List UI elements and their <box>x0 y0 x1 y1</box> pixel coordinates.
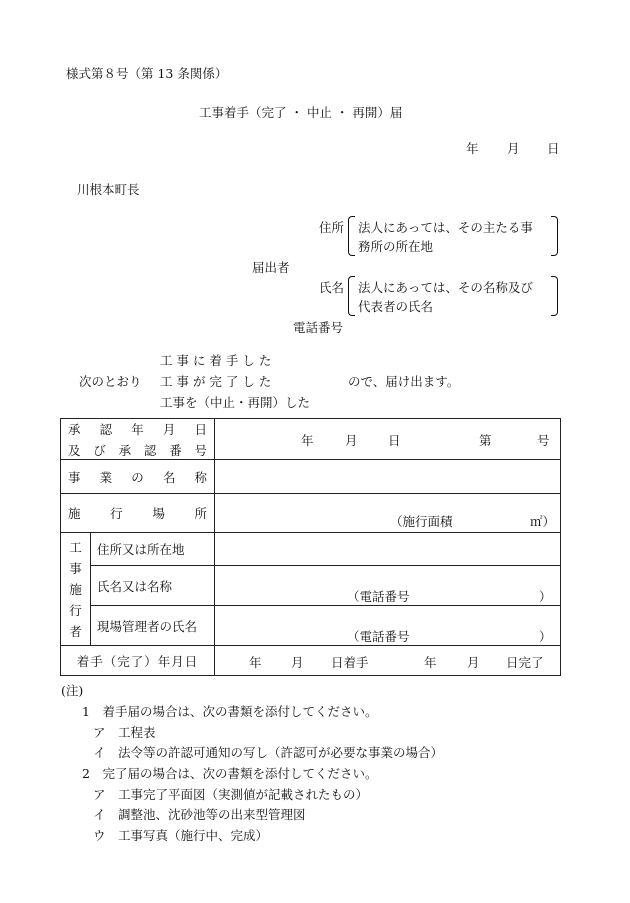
row-contractor-name <box>61 566 561 606</box>
note-item-2c: ウ 工事写真（施行中、完成） <box>93 828 269 843</box>
manager-value-cell[interactable]: （電話番号 ） <box>215 606 561 646</box>
approval-label-cell <box>61 419 215 460</box>
note-item-1b: イ 法令等の許認可通知の写し（許認可が必要な事業の場合） <box>93 745 444 760</box>
phone-label: 電話番号 <box>293 320 344 335</box>
statement-option-complete: 工 事 が 完 了 し た <box>160 374 272 389</box>
contractor-name-label: 氏名又は名称 <box>91 566 215 606</box>
note-item-1a: ア 工程表 <box>93 725 156 740</box>
date-month: 月 <box>507 141 520 156</box>
contractor-address-value-cell[interactable] <box>215 533 561 566</box>
address-note-line-2: 務所の所在地 <box>358 239 434 254</box>
note-item-2a: ア 工事完了平面図（実測値が記載されたもの） <box>93 787 369 802</box>
name-label: 氏名 <box>319 280 345 295</box>
addressee: 川根本町長 <box>77 182 140 197</box>
site-area-label: （施行面積 <box>390 514 453 529</box>
project-name-label-cell: 事 業 の 名 称 <box>61 460 215 494</box>
contractor-address-label: 住所又は所在地 <box>91 533 215 566</box>
site-label-cell: 施 行 場 所 <box>61 494 215 533</box>
site-area-unit: ㎡） <box>530 514 556 529</box>
address-label: 住所 <box>319 220 345 235</box>
manager-label: 現場管理者の氏名 <box>91 606 215 646</box>
statement-lead: 次のとおり <box>79 374 142 389</box>
row-contractor-address <box>61 533 561 566</box>
date-year: 年 <box>466 141 479 156</box>
project-name-value-cell[interactable] <box>215 460 561 494</box>
name-note-line-2: 代表者の氏名 <box>358 299 434 314</box>
statement-option-suspend: 工事を（中止・再開）した <box>160 395 311 410</box>
row-site-manager <box>61 606 561 646</box>
notes-heading: (注) <box>61 683 84 698</box>
contractor-name-value-cell[interactable]: （電話番号 ） <box>215 566 561 606</box>
contractor-label-cell: 工 事 施 行 者 <box>61 533 91 646</box>
row-site <box>61 494 561 533</box>
form-number: 様式第８号（第 13 条関係） <box>66 66 228 81</box>
date-label: 着手（完了）年月日 <box>61 646 215 676</box>
address-bracket-right <box>551 216 558 256</box>
address-note-line-1: 法人にあっては、その主たる事 <box>358 220 533 235</box>
note-item-2: 2 完了届の場合は、次の書類を添付してください。 <box>82 766 378 781</box>
date-value-cell[interactable]: 年 月 日着手 年 月 日完了 <box>215 646 561 676</box>
note-item-1: 1 着手届の場合は、次の書類を添付してください。 <box>82 704 378 719</box>
name-bracket-left <box>348 276 355 316</box>
name-note-line-1: 法人にあっては、その名称及び <box>358 280 533 295</box>
statement-option-start: 工 事 に 着 手 し た <box>160 353 272 368</box>
row-approval <box>61 419 561 460</box>
date-day: 日 <box>547 141 560 156</box>
notification-table <box>60 418 561 676</box>
row-start-complete-date <box>61 646 561 676</box>
statement-tail: ので、届け出ます。 <box>348 374 460 389</box>
name-bracket-right <box>551 276 558 316</box>
approval-label-line-1: 承 認 年 月 日 <box>68 421 207 437</box>
note-item-2b: イ 調整池、沈砂池等の出来型管理図 <box>93 807 306 822</box>
approval-value-cell[interactable]: 年 月 日 第 号 <box>215 419 561 460</box>
site-value-cell[interactable] <box>215 494 561 533</box>
row-project-name <box>61 460 561 494</box>
page-title: 工事着手（完了 ・ 中止 ・ 再開）届 <box>199 105 403 120</box>
approval-label-line-2: 及 び 承 認 番 号 <box>68 442 207 458</box>
notifier-label: 届出者 <box>252 260 290 275</box>
address-bracket-left <box>348 216 355 256</box>
